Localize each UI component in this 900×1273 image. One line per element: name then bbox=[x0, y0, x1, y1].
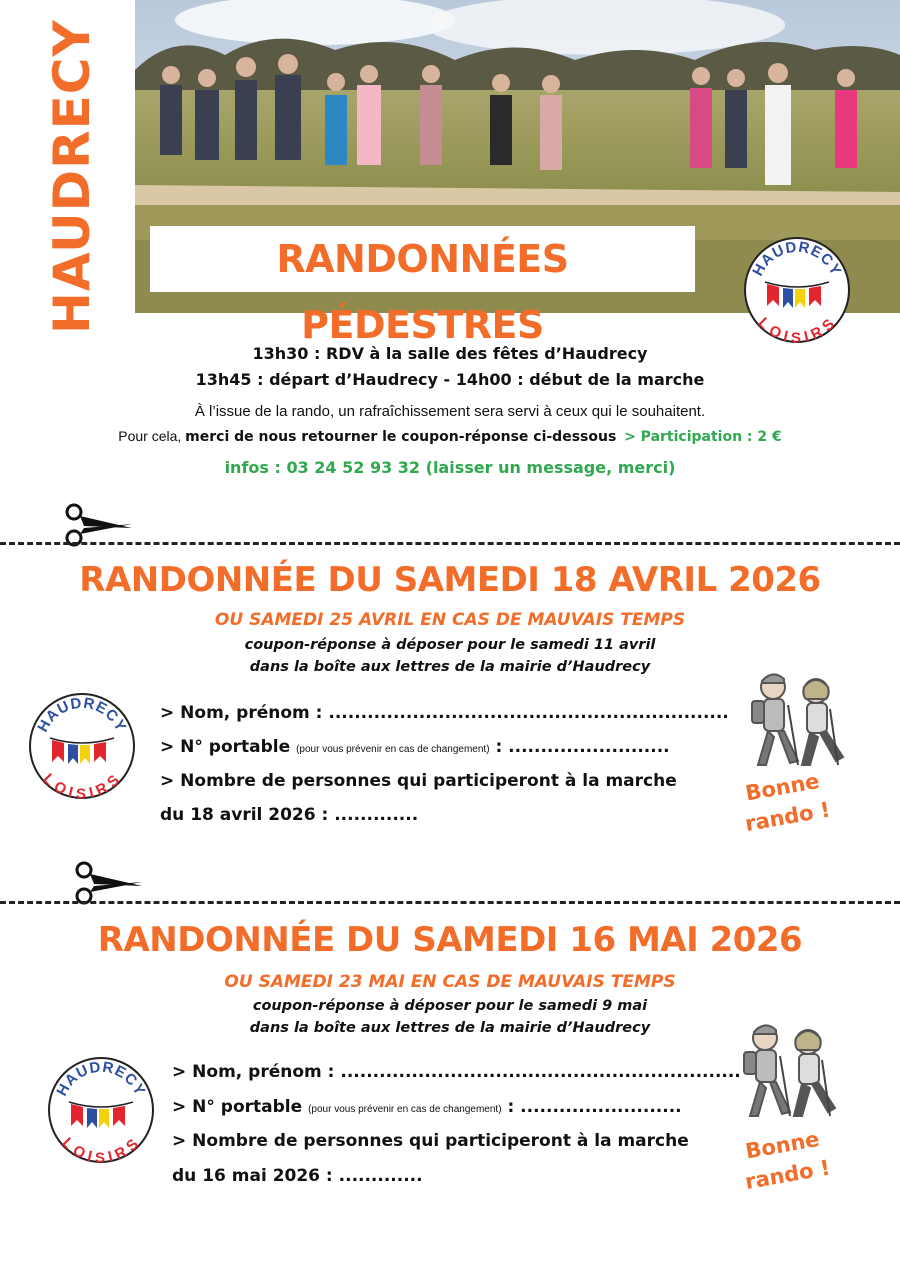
cut-line bbox=[0, 901, 900, 904]
participation-price: > Participation : 2 € bbox=[624, 429, 782, 445]
coupon1-people-field[interactable]: du 18 avril 2026 : ............. bbox=[160, 805, 419, 825]
coupon2-deposit-line1: coupon-réponse à déposer pour le samedi 9 mai bbox=[252, 998, 648, 1014]
coupon1-phone-label: > N° portable bbox=[160, 737, 291, 757]
coupon2-phone-dots: : ......................... bbox=[501, 1097, 682, 1117]
haudrecy-loisirs-logo bbox=[28, 692, 136, 800]
coupon2-deposit-line2: dans la boîte aux lettres de la mairie d’Haudrecy bbox=[249, 1020, 651, 1036]
coupon2-alt-date: OU SAMEDI 23 MAI EN CAS DE MAUVAIS TEMPS bbox=[224, 972, 676, 992]
coupon2-name-field[interactable]: > Nom, prénom : .............................................................. bbox=[172, 1062, 741, 1082]
coupon1-deposit-line2: dans la boîte aux lettres de la mairie d’Haudrecy bbox=[249, 659, 651, 675]
banner-title: RANDONNÉES PÉDESTRES bbox=[276, 237, 569, 347]
haudrecy-loisirs-logo bbox=[47, 1056, 155, 1164]
coupon2-phone-field[interactable] bbox=[172, 1097, 682, 1117]
coupon1-phone-note: (pour vous prévenir en cas de changement) bbox=[296, 744, 490, 755]
logo-bottom-text: LOISIRS bbox=[58, 1134, 144, 1164]
coupon-request-line bbox=[0, 428, 900, 445]
coupon1-name-field[interactable]: > Nom, prénom : .............................................................. bbox=[160, 703, 729, 723]
coupon1-bonne-line2: rando ! bbox=[743, 797, 832, 837]
coupon2-bonne-line1: Bonne bbox=[743, 1126, 822, 1164]
coupon2-bonne-rando bbox=[731, 1122, 840, 1198]
coupon1-phone-dots: : ......................... bbox=[489, 737, 670, 757]
vertical-title: HAUDRECY bbox=[43, 19, 101, 334]
depart-time-line: 13h45 : départ d’Haudrecy - 14h00 : début de la marche bbox=[195, 370, 705, 389]
logo-top-text: HAUDRECY bbox=[34, 694, 130, 735]
coupon1-people-label: > Nombre de personnes qui participeront à la marche bbox=[160, 771, 677, 791]
coupon2-phone-note: (pour vous prévenir en cas de changement) bbox=[308, 1104, 502, 1115]
coupon1-deposit-line1: coupon-réponse à déposer pour le samedi 11 avril bbox=[244, 637, 656, 653]
coupon2-title: RANDONNÉE DU SAMEDI 16 MAI 2026 bbox=[97, 920, 803, 960]
coupon-request-bold: merci de nous retourner le coupon-réponse ci-dessous bbox=[185, 429, 617, 445]
coupon1-phone-field[interactable] bbox=[160, 737, 670, 757]
refreshment-line: À l’issue de la rando, un rafraîchissement sera servi à ceux qui le souhaitent. bbox=[194, 403, 706, 420]
coupon-request-prefix: Pour cela, bbox=[118, 428, 186, 444]
coupon2-people-field[interactable]: du 16 mai 2026 : ............. bbox=[172, 1166, 423, 1186]
coupon1-alt-date: OU SAMEDI 25 AVRIL EN CAS DE MAUVAIS TEMPS bbox=[214, 610, 686, 630]
haudrecy-loisirs-logo bbox=[743, 236, 851, 344]
coupon1-title: RANDONNÉE DU SAMEDI 18 AVRIL 2026 bbox=[79, 560, 821, 600]
coupon2-phone-label: > N° portable bbox=[172, 1097, 303, 1117]
cut-line bbox=[0, 542, 900, 545]
logo-top-text: HAUDRECY bbox=[53, 1058, 149, 1099]
coupon2-people-label: > Nombre de personnes qui participeront à la marche bbox=[172, 1131, 689, 1151]
logo-top-text: HAUDRECY bbox=[749, 238, 845, 279]
hikers-illustration-icon bbox=[730, 1016, 845, 1131]
logo-bottom-text: LOISIRS bbox=[754, 314, 840, 344]
rdv-time-line: 13h30 : RDV à la salle des fêtes d’Haudrecy bbox=[252, 344, 648, 363]
scissors-icon bbox=[62, 502, 136, 553]
logo-bottom-text: LOISIRS bbox=[39, 770, 125, 800]
coupon1-bonne-line1: Bonne bbox=[743, 768, 822, 806]
info-phone: infos : 03 24 52 93 32 (laisser un message, merci) bbox=[224, 458, 676, 477]
hikers-illustration-icon bbox=[738, 665, 853, 780]
coupon2-bonne-line2: rando ! bbox=[743, 1155, 832, 1195]
